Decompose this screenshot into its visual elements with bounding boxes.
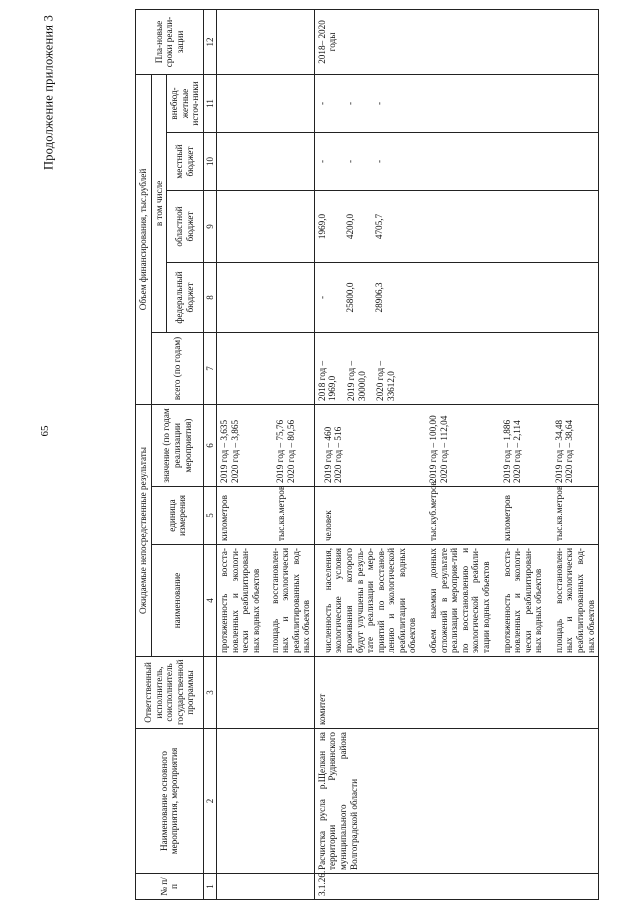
measure-number: 3.1.26.	[314, 874, 598, 900]
table-row	[217, 9, 315, 899]
header-financing-group: Объем финансирования, тыс.рублей	[136, 74, 152, 404]
header-terms: Пла-новые сроки реали-зации	[136, 9, 204, 74]
fin-local-cell	[314, 133, 598, 191]
result-unit: километров	[219, 495, 230, 541]
fin-extrabudget-cell	[314, 74, 598, 132]
fin-total-2018: 2018 год – 1969,0	[316, 360, 338, 401]
result-name: площадь восстановлен-ных и экологически реабилитированных вод-ных объектов	[269, 548, 312, 653]
result-unit: километров	[494, 487, 546, 545]
result-value: 2020 год – 2,114	[512, 420, 523, 483]
result-value: 2019 год – 1,886	[501, 419, 512, 483]
result-name: протяженность восста-новленных и экологи-чески реабилитирован-ных водных объектов	[219, 548, 261, 653]
header-result-unit: единица измерения	[151, 487, 203, 545]
col-number: 3	[203, 657, 216, 729]
fin-extrabudget-2020: -	[374, 101, 385, 106]
col-number: 11	[203, 74, 216, 132]
col-number: 6	[203, 405, 216, 487]
column-number-row	[203, 9, 216, 899]
fin-local-2019: -	[345, 159, 356, 164]
header-fin-total: всего (по годам)	[151, 333, 203, 405]
header-result-value: значение (по годам реализации мероприятия)	[151, 405, 203, 487]
fin-local-2018: -	[316, 159, 327, 164]
header-fin-local: местный бюджет	[167, 133, 204, 191]
result-value: 2020 год – 38,64	[564, 419, 575, 483]
result-value: 2019 год – 3,635	[219, 419, 230, 483]
result-unit: тыс.кв.метров	[546, 487, 599, 545]
col-number: 9	[203, 191, 216, 263]
fin-federal-cell	[314, 263, 598, 333]
result-value: 2019 год – 460	[322, 426, 333, 483]
result-unit: человек	[314, 487, 420, 545]
header-measure: Наименование основного мероприятия, мероприятия	[136, 729, 204, 874]
fin-local-2020: -	[374, 159, 385, 164]
result-value-cell	[546, 405, 599, 487]
measure-name: Расчистка русла р.Щелкан на территории Руднянского муниципального района Волгоградской области	[314, 729, 598, 874]
fin-federal-2019: 25800,0	[345, 282, 356, 313]
col-number: 10	[203, 133, 216, 191]
fin-regional-2018: 1969,0	[316, 213, 327, 240]
fin-regional-cell	[314, 191, 598, 263]
result-value: 2020 год – 112,04	[438, 415, 449, 483]
result-unit-cell	[217, 487, 315, 545]
result-name-cell	[217, 545, 315, 657]
result-value-cell	[314, 405, 420, 487]
header-fin-including: в том числе	[151, 74, 167, 332]
result-name: площадь восстановлен-ных и экологически реабилитированных вод-ных объектов	[546, 545, 599, 657]
result-value-cell	[217, 405, 315, 487]
col-number: 5	[203, 487, 216, 545]
col-number: 4	[203, 545, 216, 657]
result-value: 2019 год – 34,48	[553, 419, 564, 483]
header-fin-regional: областной бюджет	[167, 191, 204, 263]
result-name: объем выемки донных отложений в результате реализации мероприя-тий по восстановлению и экологической реабили-тации водных объектов	[420, 545, 493, 657]
fin-federal-2018: -	[316, 295, 327, 300]
fin-regional-2019: 4200,0	[345, 213, 356, 240]
col-number: 1	[203, 874, 216, 900]
result-value: 2019 год – 100,00	[428, 415, 439, 483]
col-number: 2	[203, 729, 216, 874]
fin-total-2019: 2019 год – 30000,0	[346, 360, 367, 401]
fin-regional-2020: 4705,7	[374, 213, 385, 240]
annex-continuation-title: Продолжение приложения 3	[41, 14, 56, 171]
fin-total-2020: 2020 год – 33612,0	[375, 360, 396, 401]
measure-terms: 2018– 2020 годы	[314, 9, 598, 74]
col-number: 7	[203, 333, 216, 405]
header-result-name: наименование	[151, 545, 203, 657]
header-results-group: Ожидаемые непосредственные результаты	[136, 405, 152, 657]
result-value: 2020 год – 516	[333, 426, 344, 483]
result-name: протяженность восста-новленных и экологи-чески реабилитирован-ных водных объектов	[494, 545, 546, 657]
result-unit: тыс.кв.метров	[275, 485, 286, 541]
result-value-cell	[494, 405, 546, 487]
result-value: 2020 год – 3,865	[229, 419, 240, 483]
financing-table	[135, 9, 599, 900]
result-name: численность населения, экологические условия проживания которого будут улучшены в резуль-тате реализации меро-приятий по восстанов-лению и экологической реабилитации водных объектов	[314, 545, 420, 657]
fin-extrabudget-2018: -	[316, 101, 327, 106]
header-executor: Ответственный исполнитель, соисполнитель государственной программы	[136, 657, 204, 729]
col-number: 8	[203, 263, 216, 333]
fin-total-cell	[314, 333, 598, 405]
result-unit: тыс.куб.метров	[420, 487, 493, 545]
fin-federal-2020: 28906,3	[374, 282, 385, 313]
table-row	[314, 9, 420, 899]
measure-executor: комитет	[314, 657, 598, 729]
header-fin-federal: федеральный бюджет	[167, 263, 204, 333]
result-value: 2019 год – 75,76	[275, 419, 286, 483]
page-number: 65	[39, 425, 51, 437]
result-value-cell	[420, 405, 493, 487]
header-num: № п/п	[136, 874, 204, 900]
col-number: 12	[203, 9, 216, 74]
rotated-table-area	[135, 10, 635, 900]
fin-extrabudget-2019: -	[345, 101, 356, 106]
header-fin-extrabudget: внебюд-жетные источ-ники	[167, 74, 204, 132]
result-value: 2020 год – 80,56	[285, 419, 296, 483]
